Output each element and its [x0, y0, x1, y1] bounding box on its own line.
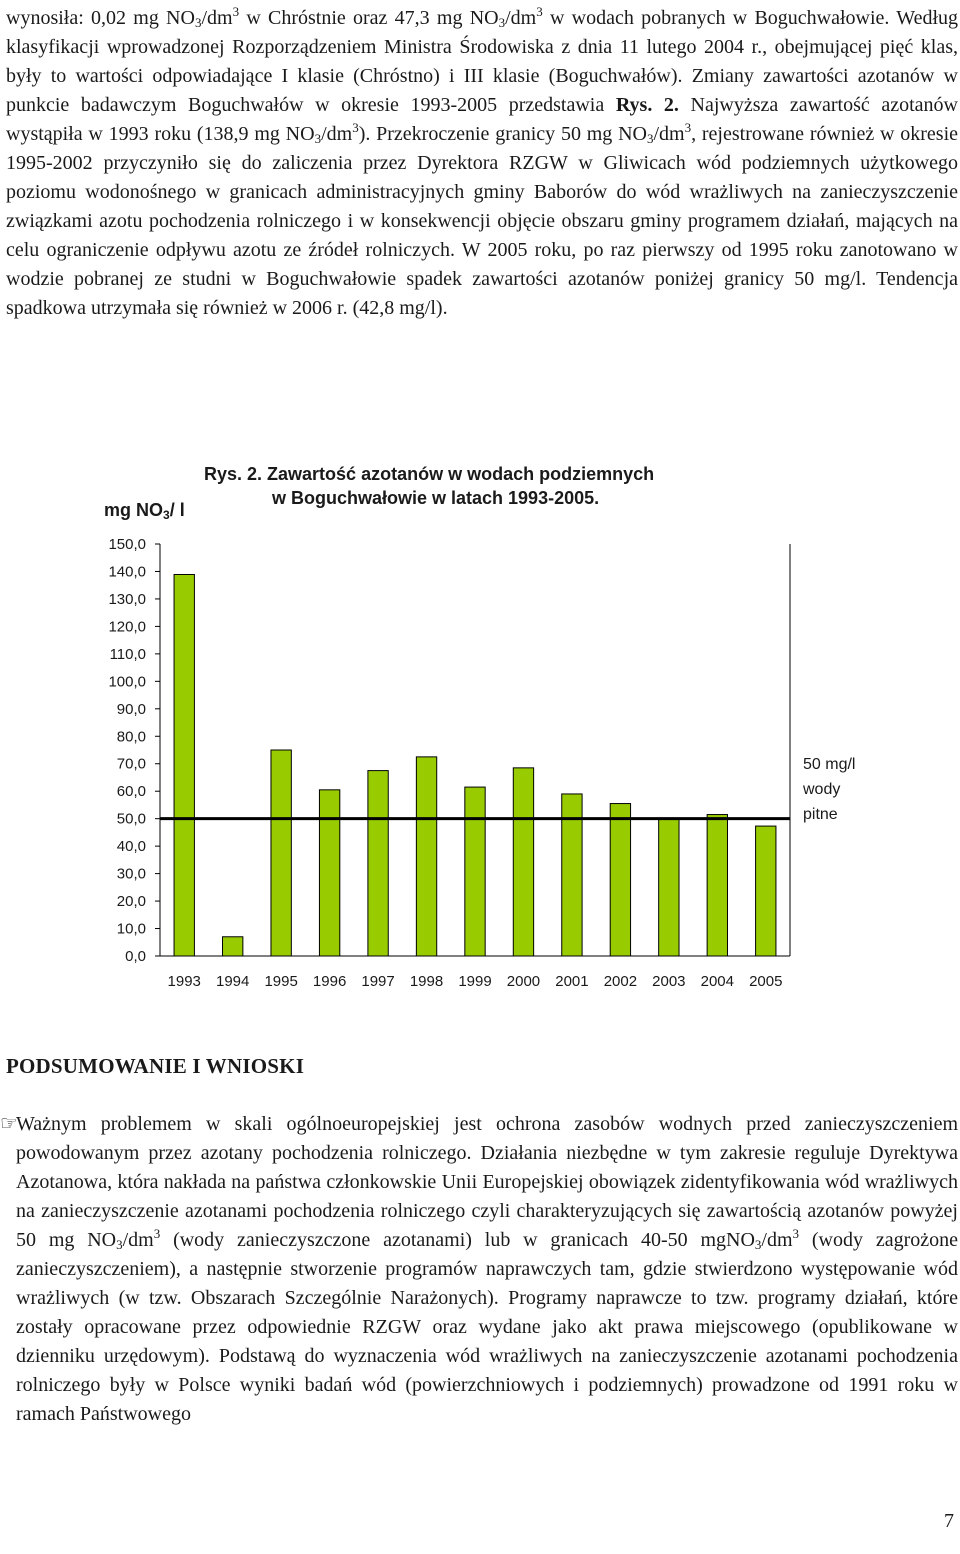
section-heading: PODSUMOWANIE I WNIOSKI [6, 1054, 305, 1078]
chart-title [204, 462, 764, 510]
x-tick-label: 1999 [458, 973, 492, 990]
bar-1995 [271, 750, 291, 956]
y-tick-label: 110,0 [109, 645, 146, 663]
y-tick-label: 20,0 [116, 893, 146, 911]
y-tick-label: 10,0 [116, 920, 146, 938]
y-tick-label: 130,0 [108, 590, 146, 608]
y-tick-label: 100,0 [108, 673, 146, 691]
bar-1996 [319, 790, 339, 956]
y-tick-label: 90,0 [116, 700, 146, 718]
x-tick-label: 2002 [603, 973, 638, 990]
figure-reference: Rys. 2. [615, 94, 679, 116]
y-tick-label: 120,0 [108, 618, 146, 636]
chart-title-line-1: Rys. 2. Zawartość azotanów w wodach podziemnych [204, 464, 655, 484]
y-tick-label: 140,0 [108, 563, 146, 581]
y-tick-label: 70,0 [116, 755, 146, 773]
bar-1998 [416, 757, 436, 956]
page-number: 7 [944, 1510, 954, 1532]
chart-title-line-2: w Boguchwałowie w latach 1993-2005. [272, 488, 600, 508]
x-tick-label: 2001 [555, 973, 589, 990]
bar-2004 [707, 815, 727, 956]
y-tick-label: 30,0 [116, 865, 146, 883]
x-tick-label: 2005 [749, 973, 783, 990]
bar-1994 [223, 937, 243, 956]
threshold-label: 50 mg/l wody pitne [803, 756, 856, 823]
bar-1997 [368, 771, 388, 956]
writing-hand-icon: ☞ [0, 1111, 18, 1135]
bar-2002 [610, 804, 630, 956]
x-tick-label: 1996 [312, 973, 347, 990]
x-tick-label: 2003 [652, 973, 686, 990]
y-tick-label: 40,0 [116, 838, 146, 856]
x-tick-label: 1997 [361, 973, 395, 990]
x-tick-label: 1998 [409, 973, 444, 990]
body-paragraph-summary: Ważnym problemem w skali ogólnoeuropejskiej jest ochrona zasobów wodnych przed zanieczyszczeniem powodowanym przez azotany pochodzenia rolniczego. Działania niezbędne w tym zakresie reguluje Dyrektywa Azotanowa, która nakłada na państwa członkowskie Unii Europejskiej obowiązek zidentyfikowania wód wrażliwych na zanieczyszczenie azotanami pochodzenia rolniczego czyli charakteryzujących się zawartością azotanów powyżej 50 mg $NO_3/dm^3$ (wody zanieczyszczone azotanami) lub w granicach 40-50 $mgNO_3/dm^3$ (wody zagrożone zanieczyszczeniem), a następnie stworzenie programów naprawczych tam, gdzie stwierdzono występowanie wód wrażliwych (w tzw. Obszarach Szczególnie Narażonych). Programy naprawcze to tzw. programy działań, które zostały opracowane przez odpowiednie RZGW oraz wydane jako akt prawa miejscowego (opublikowane w dzienniku urzędowym). Podstawą do wyznaczenia wód wrażliwych na zanieczyszczenie azotanami pochodzenia rolniczego były w Polsce wyniki badań wód (powierzchniowych i podziemnych) prowadzone od 1991 roku w ramach Państwowego [16, 1113, 958, 1425]
body-paragraph-top: wynosiła: 0,02 mg $NO_3/dm^3$ w Chróstnie oraz 47,3 mg $NO_3/dm^3$ w wodach pobranych w Boguchwałowie. Według klasyfikacji wprowadzonej Rozporządzeniem Ministra Środowiska z dnia 11 lutego 2004 r., obejmującej pięć klas, były to wartości odpowiadające I klasie (Chróstno) i III klasie (Boguchwałów). Zmiany zawartości azotanów w punkcie badawczym Boguchwałów w okresie 1993-2005 przedstawia Rys. 2. Najwyższa zawartość azotanów wystąpiła w 1993 roku (138,9 mg $NO_3/dm^3$). Przekroczenie granicy 50 mg $NO_3/dm^3$, rejestrowane również w okresie 1995-2002 przyczyniło się do zaliczenia przez Dyrektora RZGW w Gliwicach wód podziemnych użytkowego poziomu wodonośnego w granicach administracyjnych gminy Baborów do wód wrażliwych na zanieczyszczenie związkami azotu pochodzenia rolniczego i w konsekwencji objęcie obszaru gminy programem działań, mających na celu ograniczenie odpływu azotu ze źródeł rolniczych. W 2005 roku, po raz pierwszy od 1995 roku zanotowano w wodzie pobranej ze studni w Boguchwałowie spadek zawartości azotanów poniżej granicy 50 mg/l. Tendencja spadkowa utrzymała się również w 2006 r. (42,8 mg/l). [6, 4, 959, 319]
bar-1993 [174, 574, 194, 956]
bar-2000 [513, 768, 533, 956]
y-tick-label: 150,0 [108, 536, 146, 553]
y-tick-label: 0,0 [125, 948, 146, 965]
x-tick-label: 2000 [506, 973, 541, 990]
x-tick-label: 2004 [700, 973, 734, 990]
y-axis-label: mg $NO_3/$ l [104, 500, 185, 522]
bar-2003 [659, 819, 679, 956]
x-tick-label: 1993 [167, 973, 201, 990]
y-tick-label: 80,0 [116, 728, 146, 746]
y-tick-label: 60,0 [116, 783, 146, 801]
bar-1999 [465, 787, 485, 956]
x-tick-label: 1994 [216, 973, 250, 990]
x-tick-label: 1995 [264, 973, 298, 990]
y-tick-label: 50,0 [116, 810, 146, 828]
bar-2005 [756, 826, 776, 956]
